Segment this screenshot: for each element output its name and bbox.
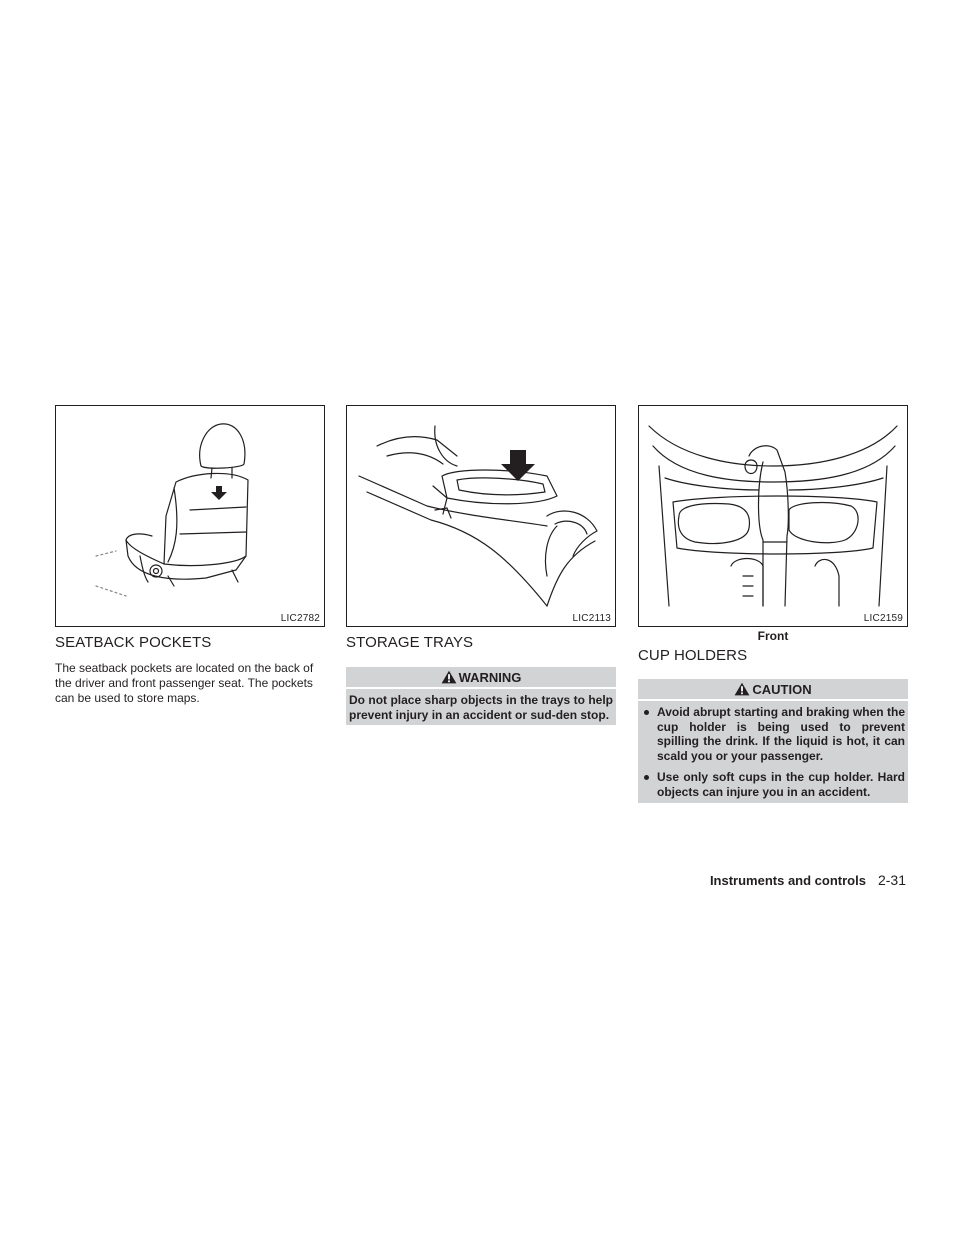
seatback-pocket-illustration	[55, 405, 325, 627]
seat-drawing	[56, 406, 324, 626]
caution-item: Avoid abrupt starting and braking when the cup holder is being used to prevent spilling the drink. If the liquid is hot, it can scald you or your passenger.	[641, 705, 905, 763]
warning-triangle-icon	[734, 682, 750, 696]
down-arrow-icon	[501, 450, 535, 481]
caution-text	[638, 701, 908, 803]
storage-trays-section	[346, 405, 616, 725]
caution-list	[641, 705, 905, 800]
section-heading: CUP HOLDERS	[638, 647, 748, 664]
caution-header	[638, 679, 908, 701]
cup-holder-drawing	[639, 406, 907, 626]
caution-box	[638, 679, 908, 803]
warning-triangle-icon	[441, 670, 457, 684]
warning-header	[346, 667, 616, 689]
figure-caption: Front	[757, 629, 789, 643]
page-number: 2-31	[877, 872, 906, 888]
figure-code: LIC2159	[863, 613, 903, 624]
console-drawing	[347, 406, 615, 626]
warning-label: WARNING	[458, 669, 522, 685]
body-text: The seatback pockets are located on the back of the driver and front passenger seat. The pockets can be used to store maps.	[55, 661, 314, 705]
figure-code: LIC2782	[280, 613, 320, 624]
cup-holders-section	[638, 405, 908, 803]
section-heading: STORAGE TRAYS	[346, 634, 474, 651]
section-heading: SEATBACK POCKETS	[55, 634, 212, 651]
page-footer	[710, 872, 906, 888]
seatback-pockets-section	[55, 405, 325, 706]
warning-box	[346, 667, 616, 725]
footer-section-title: Instruments and controls	[709, 873, 866, 888]
figure-code: LIC2113	[572, 613, 611, 624]
cup-holder-illustration	[638, 405, 908, 627]
warning-text: Do not place sharp objects in the trays to help prevent injury in an accident or sud-den stop.	[349, 693, 613, 722]
down-arrow-icon	[211, 486, 227, 500]
storage-tray-illustration	[346, 405, 616, 627]
caution-label: CAUTION	[752, 681, 812, 697]
caution-item: Use only soft cups in the cup holder. Hard objects can injure you in an accident.	[641, 770, 905, 799]
